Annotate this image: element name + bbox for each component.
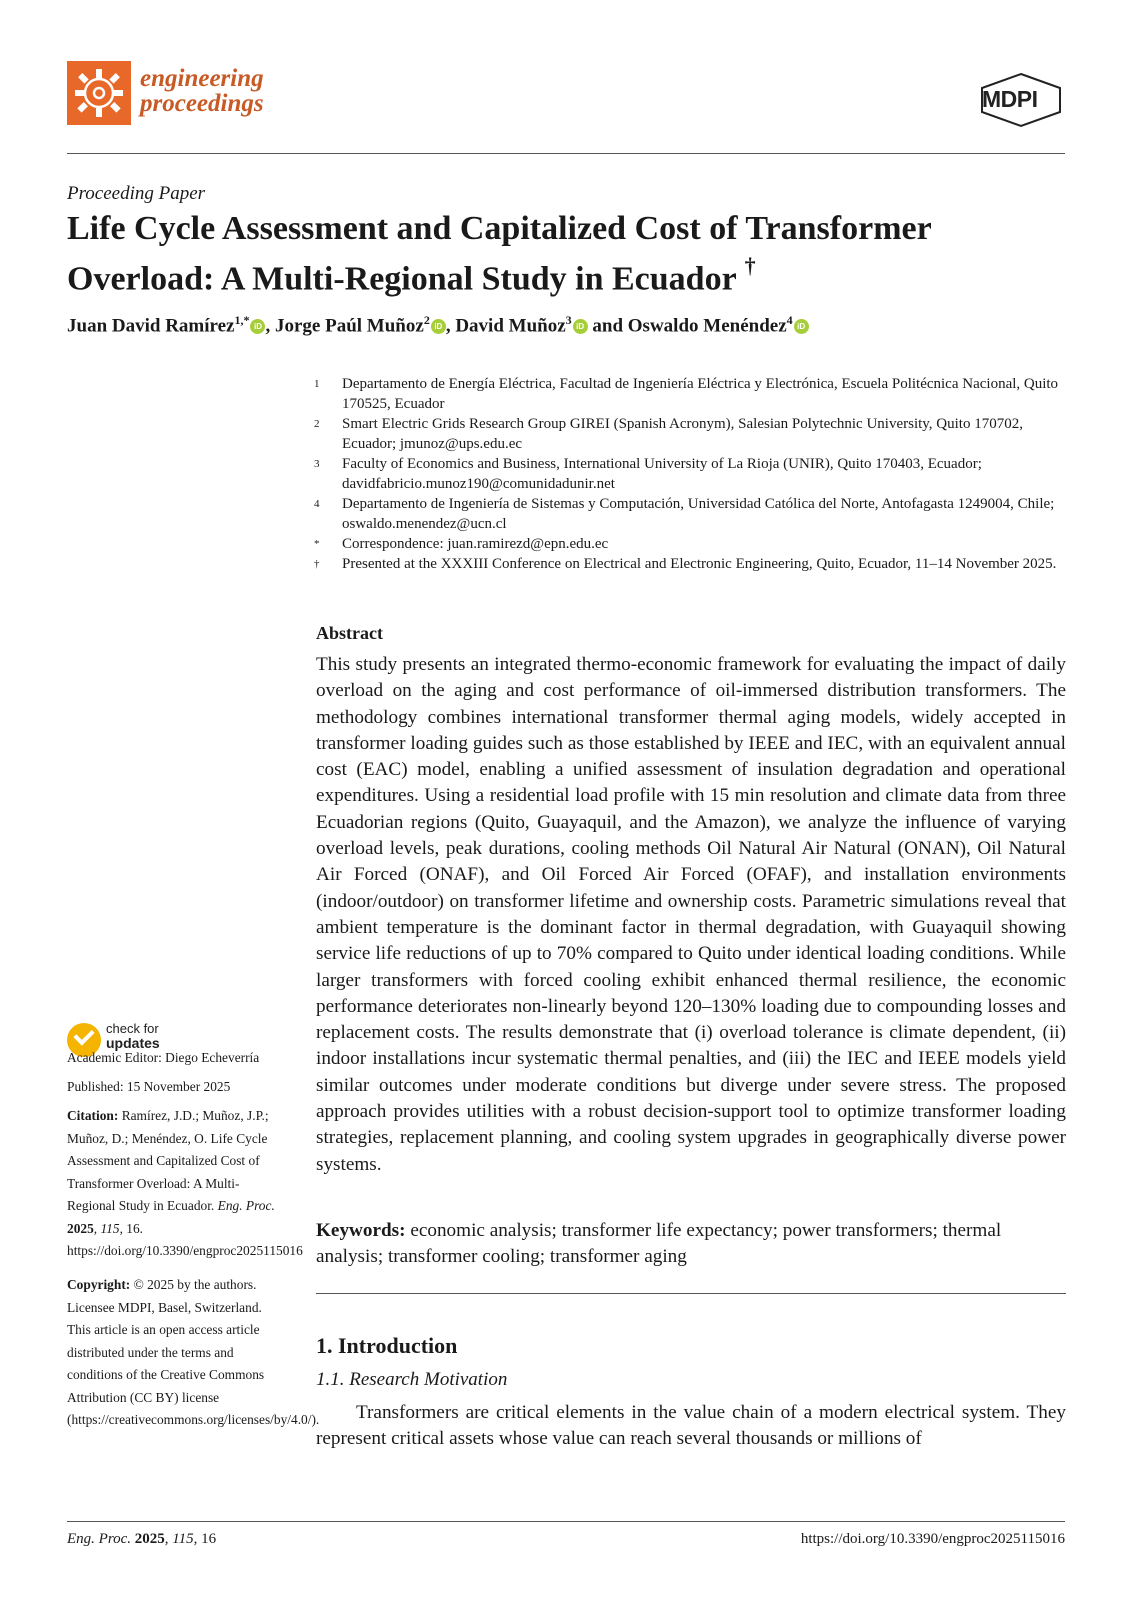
- author-2-sup: 2: [423, 313, 430, 327]
- affiliation-item: [314, 554, 1066, 574]
- academic-editor: Academic Editor: Diego Echeverría: [67, 1050, 260, 1065]
- footer-journal: Eng. Proc.: [67, 1531, 132, 1547]
- section-heading: 1. Introduction: [316, 1333, 458, 1358]
- journal-name-line2: proceedings: [140, 90, 264, 117]
- keywords: [316, 1218, 1066, 1271]
- footer-doi-link[interactable]: https://doi.org/10.3390/engproc2025115016: [800, 1531, 1065, 1547]
- intro-paragraph: Transformers are critical elements in the value chain of a modern electrical system. They represent critical assets whose value can reach several thousands or millions of: [316, 1402, 1066, 1450]
- author-1: Juan David Ramírez: [67, 315, 235, 337]
- abstract-text: This study presents an integrated thermo-economic framework for evaluating the impact of daily overload on the aging and cost performance of oil-immersed distribution transformers. The methodology combines international transformer thermal aging models, widely accepted in transformer loading guides such as those established by IEEE and IEC, with an equivalent annual cost (EAC) model, enabling a unified assessment of insulation degradation and operational expenditures. Using a residential load profile with 15 min resolution and climate data from three Ecuadorian regions (Quito, Guayaquil, and the Amazon), we analyze the influence of varying overload levels, peak durations, cooling methods Oil Natural Air Natural (ONAN), Oil Natural Air Forced (ONAF), and Oil Forced Air Forced (OFAF), and installation environments (indoor/outdoor) on transformer lifetime and ownership costs. Parametric simulations reveal that ambient temperature is the dominant factor in thermal degradation, with Guayaquil showing service life reductions of up to 70% compared to Quito under identical loading conditions. While larger transformers with forced cooling exhibit enhanced thermal resilience, the economic performance deteriorates non-linearly beyond 120–130% loading due to compounding losses and replacement costs. The results demonstrate that (i) overload tolerance is climate dependent, (ii) indoor installations incur systematic thermal penalties, and (iii) the IEC and IEEE models yield similar outcomes under moderate conditions but diverge under severe stress. The proposed approach provides utilities with a robust decision-support tool to optimize transformer loading strategies, replacement planning, and cooling system upgrades in geographically diverse power systems.: [316, 654, 1066, 1175]
- author-3-sup: 3: [565, 313, 572, 327]
- gear-icon: [67, 61, 131, 125]
- publisher-name: MDPI: [982, 86, 1038, 112]
- affiliation-text: Presented at the XXXIII Conference on Electrical and Electronic Engineering, Quito, Ecuador, 11–14 November 2025.: [342, 556, 1057, 572]
- published-date: Published: 15 November 2025: [67, 1079, 231, 1094]
- affiliation-text: Smart Electric Grids Research Group GIREI (Spanish Acronym), Salesian Polytechnic University, Quito 170702, Ecuador; jmunoz@ups.edu.ec: [342, 416, 1023, 452]
- affiliation-item: [314, 374, 1066, 414]
- affiliation-item: [314, 414, 1066, 454]
- orcid-icon[interactable]: iD: [573, 319, 588, 334]
- orcid-icon[interactable]: iD: [431, 319, 446, 334]
- journal-name-line1: engineering: [140, 65, 264, 92]
- footer-citation: Eng. Proc. 2025, 115, 16: [67, 1531, 217, 1547]
- abstract-heading: Abstract: [316, 623, 383, 643]
- citation-volume: 115: [100, 1220, 120, 1236]
- copyright-text: © 2025 by the authors. Licensee MDPI, Basel, Switzerland. This article is an open access article distributed under the terms and conditions of the Creative Commons Attribution (CC BY) license (https://creativecommons.org/licenses/by/4.0/).: [67, 1277, 320, 1427]
- affiliation-item: [314, 534, 1066, 554]
- citation: Citation: Ramírez, J.D.; Muñoz, J.P.; Muñoz, D.; Menéndez, O. Life Cycle Assessment and Capitalized Cost of Transformer Overload: A Multi-Regional Study in Ecuador. Eng. Proc. 2025, 115, 16. https://doi.org/10.3390/engproc2025115016: [67, 1108, 303, 1258]
- footer-article: , 16: [193, 1531, 217, 1547]
- affiliation-mark: †: [314, 558, 320, 570]
- copyright: [67, 1274, 320, 1432]
- check-line2: updates: [106, 1035, 160, 1051]
- affiliation-item: [314, 494, 1066, 534]
- affiliations: [314, 374, 1066, 574]
- footer-year: 2025: [134, 1531, 165, 1547]
- title-line-2-text: Overload: A Multi-Regional Study in Ecuador: [67, 260, 737, 298]
- author-separator: ,: [265, 315, 275, 337]
- publisher-logo: [978, 72, 1064, 128]
- section-divider: [316, 1293, 1066, 1294]
- affiliation-item: [314, 454, 1066, 494]
- affiliation-mark: *: [314, 538, 320, 550]
- author-3: David Muñoz: [455, 315, 566, 337]
- affiliation-mark: 3: [314, 458, 320, 470]
- journal-name: [140, 66, 264, 116]
- title-line-2: [67, 249, 1067, 299]
- author-4-sup: 4: [786, 313, 793, 327]
- affiliation-mark: 1: [314, 378, 320, 390]
- citation-journal: Eng. Proc.: [217, 1198, 275, 1213]
- author-separator: ,: [445, 315, 456, 337]
- citation-year: 2025: [67, 1220, 94, 1236]
- citation-text: Ramírez, J.D.; Muñoz, J.P.; Muñoz, D.; Menéndez, O. Life Cycle Assessment and Capitalized Cost of Transformer Overload: A Multi-Regional Study in Ecuador.: [67, 1108, 269, 1213]
- citation-label: Citation:: [67, 1108, 119, 1123]
- author-list: [67, 313, 809, 337]
- copyright-label: Copyright:: [67, 1277, 131, 1292]
- keywords-text: economic analysis; transformer life expectancy; power transformers; thermal analysis; transformer cooling; transformer aging: [316, 1220, 1002, 1268]
- affiliation-mark: 4: [314, 498, 320, 510]
- footer-volume: 115: [172, 1531, 194, 1547]
- affiliation-text: Departamento de Energía Eléctrica, Facultad de Ingeniería Eléctrica y Electrónica, Escuela Politécnica Nacional, Quito 170525, Ecuador: [342, 376, 1059, 412]
- footer-divider: [67, 1521, 1065, 1522]
- author-separator-and: and: [587, 315, 628, 337]
- affiliation-text: Correspondence: juan.ramirezd@epn.edu.ec: [342, 536, 609, 552]
- check-line1: check for: [106, 1021, 159, 1036]
- citation-doi[interactable]: , 16. https://doi.org/10.3390/engproc2025115016: [67, 1220, 303, 1258]
- author-2: Jorge Paúl Muñoz: [274, 315, 424, 337]
- affiliation-text: Departamento de Ingeniería de Sistemas y Computación, Universidad Católica del Norte, Antofagasta 1249004, Chile; oswaldo.menendez@ucn.cl: [342, 496, 1055, 532]
- title-line-1: Life Cycle Assessment and Capitalized Cost of Transformer: [67, 210, 932, 247]
- affiliation-mark: 2: [314, 418, 320, 430]
- header-divider: [67, 153, 1065, 154]
- subsection-heading: 1.1. Research Motivation: [316, 1369, 508, 1390]
- journal-logo: [67, 61, 131, 125]
- author-4: Oswaldo Menéndez: [627, 315, 787, 337]
- orcid-icon[interactable]: iD: [250, 319, 265, 334]
- title-dagger: †: [744, 253, 756, 278]
- paper-title: [67, 208, 1067, 299]
- orcid-icon[interactable]: iD: [794, 319, 809, 334]
- paper-type: Proceeding Paper: [67, 183, 206, 204]
- keywords-label: Keywords:: [316, 1220, 406, 1241]
- affiliation-text: Faculty of Economics and Business, International University of La Rioja (UNIR), Quito 170403, Ecuador; davidfabricio.munoz190@comunidadunir.net: [342, 456, 982, 492]
- author-1-sup: 1,*: [234, 313, 250, 327]
